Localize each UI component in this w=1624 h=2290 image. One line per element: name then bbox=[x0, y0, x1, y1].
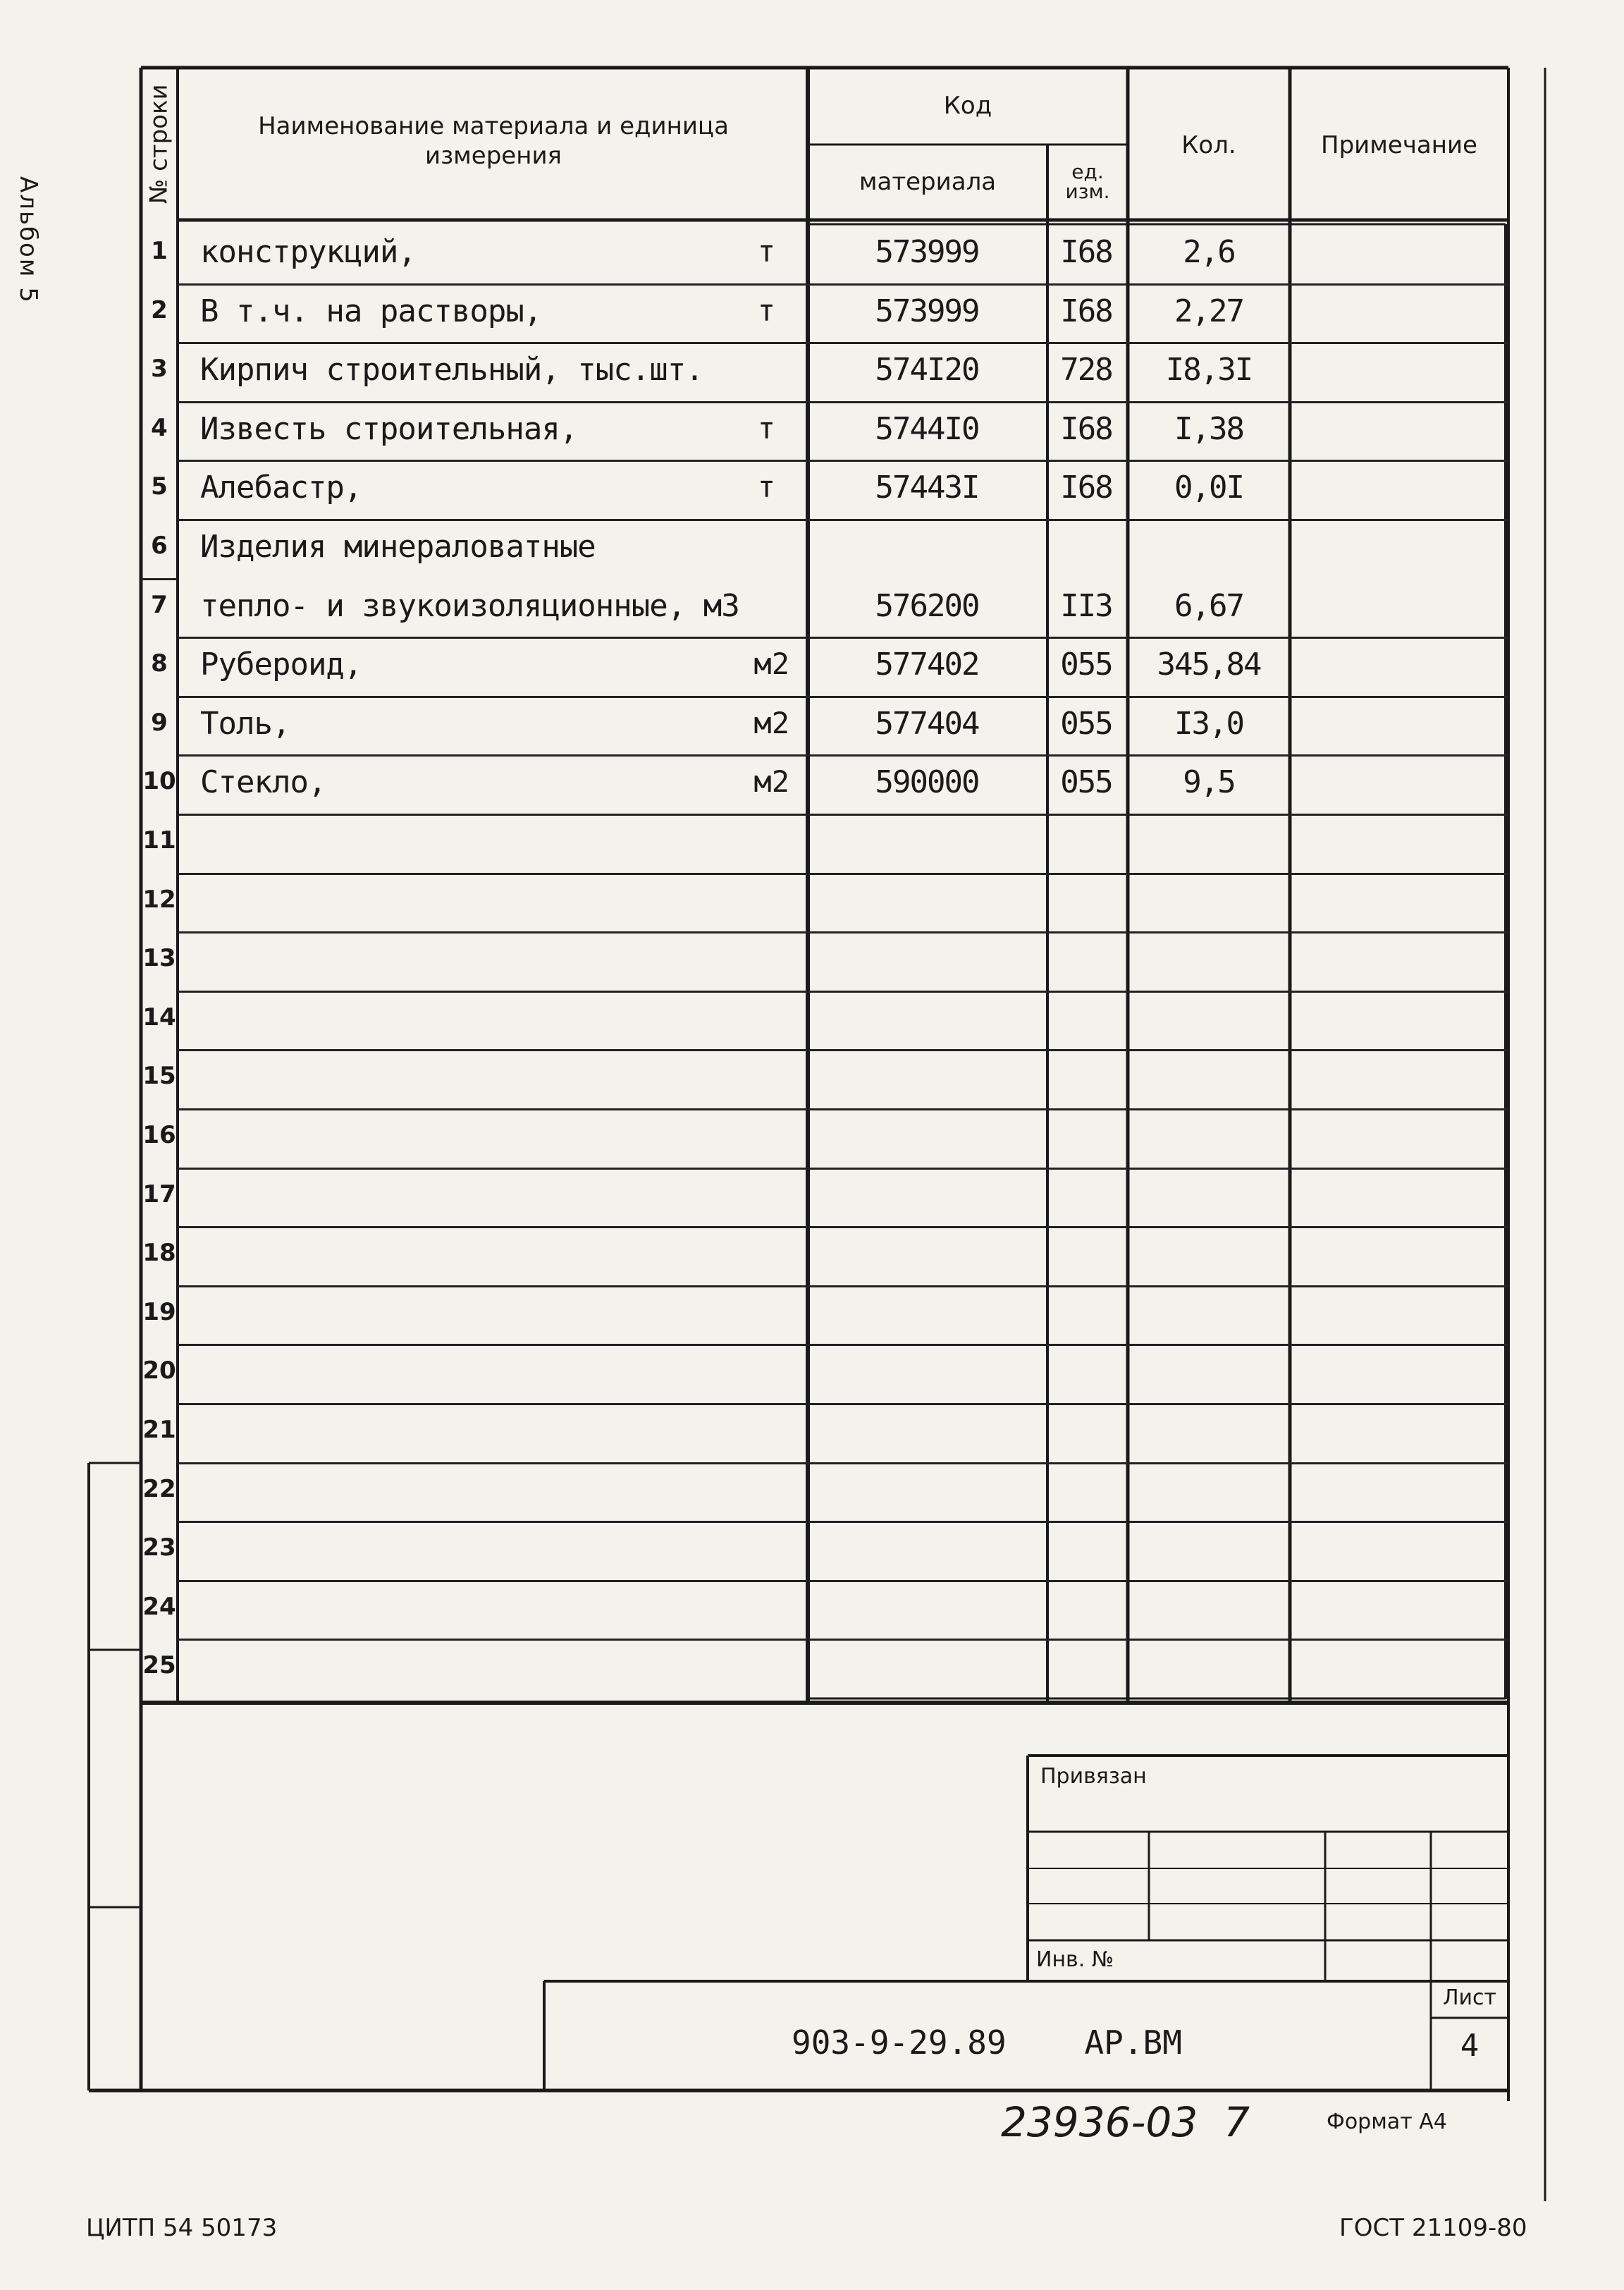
unit-code: I68 bbox=[1060, 234, 1112, 270]
material-name: В т.ч. на растворы, bbox=[200, 293, 542, 329]
row-number: 6 bbox=[151, 532, 168, 560]
unit-name: т bbox=[757, 470, 775, 505]
row-number: 1 bbox=[151, 237, 168, 265]
row-number: 24 bbox=[142, 1592, 176, 1621]
unit-code-header: ед. изм. bbox=[1065, 160, 1110, 203]
unit-code: 055 bbox=[1060, 764, 1112, 801]
unit-code: II3 bbox=[1060, 587, 1112, 624]
row-divider bbox=[178, 1108, 1508, 1110]
row-divider bbox=[178, 401, 1508, 403]
material-code-header: материала bbox=[859, 167, 997, 196]
code-header: Код bbox=[943, 91, 992, 120]
material-code: 573999 bbox=[875, 293, 979, 329]
row-divider bbox=[178, 814, 1508, 816]
row-number: 20 bbox=[142, 1357, 176, 1385]
quantity: 2,27 bbox=[1174, 293, 1243, 329]
row-number: 14 bbox=[142, 1003, 176, 1031]
unit-code: I68 bbox=[1060, 410, 1112, 447]
unit-name: т bbox=[757, 410, 775, 446]
material-name: Рубероид, bbox=[200, 647, 362, 683]
attached-label: Привязан bbox=[1040, 1764, 1147, 1789]
material-code: 574I20 bbox=[875, 352, 979, 388]
inv-no-label: Инв. № bbox=[1036, 1947, 1114, 1972]
footer-left: ЦИТП 54 50173 bbox=[86, 2214, 278, 2242]
row-number: 7 bbox=[151, 590, 168, 619]
unit-code: I68 bbox=[1060, 470, 1112, 506]
material-name: тепло- и звукоизоляционные, м3 bbox=[200, 587, 739, 624]
material-name: Изделия минераловатные bbox=[200, 529, 596, 565]
unit-name: м2 bbox=[753, 764, 789, 800]
row-divider bbox=[141, 578, 178, 580]
row-divider bbox=[178, 1462, 1508, 1464]
material-name: Известь строительная, bbox=[200, 410, 578, 447]
row-number: 8 bbox=[151, 649, 168, 678]
material-name: Алебастр, bbox=[200, 470, 362, 506]
material-code: 590000 bbox=[875, 764, 979, 801]
material-name: Кирпич строительный, тыс.шт. bbox=[200, 352, 703, 388]
row-number: 9 bbox=[151, 708, 168, 737]
unit-name: т bbox=[757, 293, 775, 328]
album-margin-label: Альбом 5 bbox=[14, 176, 42, 304]
row-number: 18 bbox=[142, 1239, 176, 1268]
quantity: I,38 bbox=[1174, 410, 1243, 447]
material-name: Толь, bbox=[200, 705, 290, 742]
quantity: 345,84 bbox=[1157, 647, 1261, 683]
row-number: 10 bbox=[142, 767, 176, 796]
material-name: Стекло, bbox=[200, 764, 326, 801]
row-divider bbox=[178, 637, 1508, 639]
row-number: 17 bbox=[142, 1180, 176, 1208]
footer-right: ГОСТ 21109-80 bbox=[1339, 2214, 1527, 2242]
unit-code: 055 bbox=[1060, 647, 1112, 683]
quantity: 2,6 bbox=[1183, 234, 1235, 270]
material-code: 577402 bbox=[875, 647, 979, 683]
row-divider bbox=[178, 460, 1508, 462]
row-divider bbox=[178, 991, 1508, 993]
document-designation: 903-9-29.89 АР.ВМ bbox=[792, 2023, 1182, 2062]
row-divider bbox=[178, 1521, 1508, 1523]
sheet-number: 4 bbox=[1460, 2028, 1480, 2064]
row-divider bbox=[178, 1049, 1508, 1051]
row-divider bbox=[178, 1344, 1508, 1346]
material-code: 573999 bbox=[875, 234, 979, 270]
name-header: Наименование материала и единица измерения bbox=[258, 111, 729, 170]
row-divider bbox=[178, 1285, 1508, 1287]
row-number: 25 bbox=[142, 1651, 176, 1680]
unit-name: м2 bbox=[753, 647, 789, 682]
quantity: 9,5 bbox=[1183, 764, 1235, 801]
unit-code: I68 bbox=[1060, 293, 1112, 329]
row-divider bbox=[178, 1226, 1508, 1228]
row-number: 5 bbox=[151, 472, 168, 501]
material-code: 577404 bbox=[875, 705, 979, 742]
row-divider bbox=[178, 1639, 1508, 1641]
unit-code: 728 bbox=[1060, 352, 1112, 388]
format-label: Формат А4 bbox=[1327, 2110, 1447, 2134]
unit-name: м2 bbox=[753, 705, 789, 740]
quantity: 6,67 bbox=[1174, 587, 1243, 624]
material-code: 57443I bbox=[875, 470, 979, 506]
row-divider bbox=[178, 519, 1508, 521]
sheet-label: Лист bbox=[1442, 1985, 1497, 2010]
row-divider bbox=[178, 1580, 1508, 1582]
quantity: 0,0I bbox=[1174, 470, 1243, 506]
qty-header: Кол. bbox=[1181, 130, 1236, 159]
row-number: 22 bbox=[142, 1474, 176, 1503]
row-divider bbox=[178, 1168, 1508, 1170]
row-no-header: № строки bbox=[144, 84, 173, 204]
handwritten-number: 23936-03 7 bbox=[1001, 2098, 1250, 2146]
row-divider bbox=[178, 931, 1508, 933]
material-code: 5744I0 bbox=[875, 410, 979, 447]
unit-code: 055 bbox=[1060, 705, 1112, 742]
row-number: 3 bbox=[151, 355, 168, 384]
material-name: конструкций, bbox=[200, 234, 416, 270]
row-number: 4 bbox=[151, 413, 168, 442]
unit-name: т bbox=[757, 234, 775, 269]
row-divider bbox=[178, 1403, 1508, 1405]
row-number: 15 bbox=[142, 1062, 176, 1091]
row-divider bbox=[178, 696, 1508, 698]
material-code: 576200 bbox=[875, 587, 979, 624]
row-number: 19 bbox=[142, 1297, 176, 1326]
row-number: 16 bbox=[142, 1121, 176, 1149]
row-number: 23 bbox=[142, 1533, 176, 1562]
row-divider bbox=[178, 342, 1508, 344]
row-divider bbox=[178, 873, 1508, 875]
note-header: Примечание bbox=[1321, 130, 1477, 159]
quantity: I8,3I bbox=[1165, 352, 1253, 388]
quantity: I3,0 bbox=[1174, 705, 1243, 742]
row-number: 2 bbox=[151, 295, 168, 324]
row-number: 12 bbox=[142, 885, 176, 914]
row-number: 11 bbox=[142, 826, 176, 855]
row-number: 21 bbox=[142, 1416, 176, 1444]
row-divider bbox=[178, 754, 1508, 757]
row-number: 13 bbox=[142, 944, 176, 973]
row-divider bbox=[178, 283, 1508, 286]
